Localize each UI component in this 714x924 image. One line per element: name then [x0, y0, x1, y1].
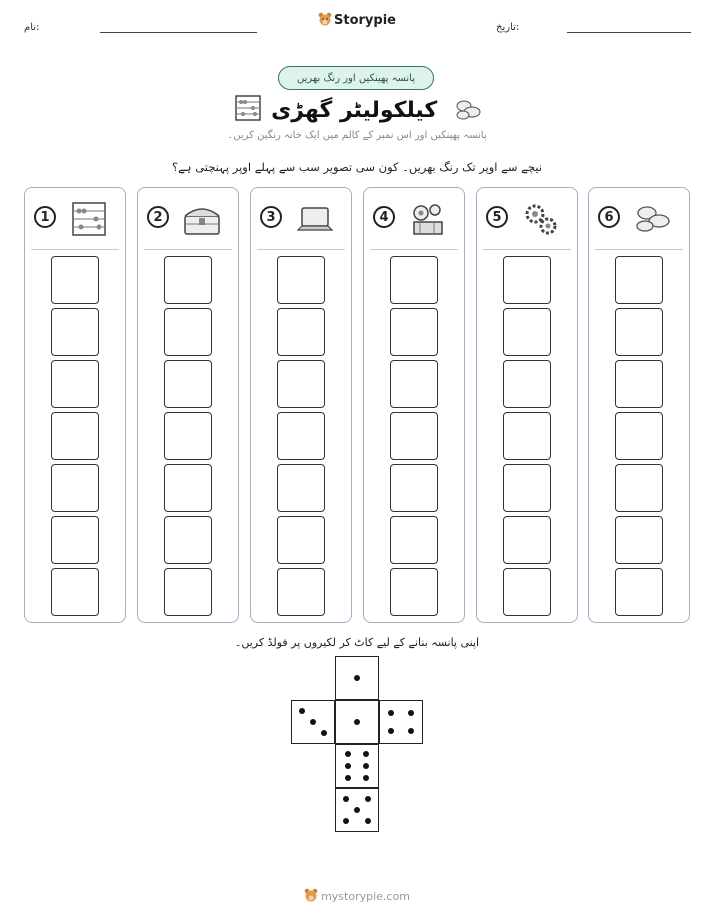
- color-box[interactable]: [390, 516, 438, 564]
- die-pip: [354, 807, 360, 813]
- column-number: 3: [260, 206, 282, 228]
- die-pip: [345, 775, 351, 781]
- page-title: [0, 93, 714, 123]
- color-box[interactable]: [164, 412, 212, 460]
- column-divider: [31, 249, 119, 250]
- die-pip: [388, 710, 394, 716]
- column-number: 5: [486, 206, 508, 228]
- pebbles-icon: [633, 200, 673, 238]
- column-divider: [257, 249, 345, 250]
- die-face-1: [335, 700, 379, 744]
- die-pip: [343, 818, 349, 824]
- color-box[interactable]: [164, 256, 212, 304]
- die-face-3: [291, 700, 335, 744]
- column-divider: [595, 249, 683, 250]
- die-face-4: [379, 700, 423, 744]
- color-box[interactable]: [277, 516, 325, 564]
- column-4: [363, 187, 465, 623]
- color-box[interactable]: [503, 516, 551, 564]
- die-pip: [365, 796, 371, 802]
- date-line[interactable]: [567, 32, 691, 33]
- name-line[interactable]: [100, 32, 257, 33]
- date-label: تاریخ:: [496, 22, 520, 33]
- subtitle: پانسہ پھینکیں اور اس نمبر کے کالم میں ایک خانہ رنگین کریں۔: [227, 130, 487, 141]
- color-box[interactable]: [615, 412, 663, 460]
- color-box[interactable]: [277, 256, 325, 304]
- column-divider: [144, 249, 232, 250]
- column-number: 2: [147, 206, 169, 228]
- die-pip: [363, 751, 369, 757]
- abacus-icon: [69, 200, 109, 238]
- color-box[interactable]: [51, 516, 99, 564]
- color-box[interactable]: [503, 464, 551, 512]
- color-box[interactable]: [51, 412, 99, 460]
- pebbles-icon: [455, 97, 481, 121]
- die-pip: [408, 728, 414, 734]
- color-box[interactable]: [51, 360, 99, 408]
- color-box[interactable]: [615, 360, 663, 408]
- color-box[interactable]: [51, 308, 99, 356]
- die-face-1: [335, 656, 379, 700]
- column-number: 6: [598, 206, 620, 228]
- color-box[interactable]: [390, 308, 438, 356]
- column-number: 4: [373, 206, 395, 228]
- die-pip: [299, 708, 305, 714]
- die-pip: [408, 710, 414, 716]
- column-6: [588, 187, 690, 623]
- die-pip: [345, 763, 351, 769]
- gear-machine-icon: [408, 200, 448, 238]
- logo-text: Storypie: [334, 13, 396, 28]
- die-pip: [345, 751, 351, 757]
- color-box[interactable]: [51, 568, 99, 616]
- die-pip: [321, 730, 327, 736]
- die-pip: [363, 775, 369, 781]
- color-box[interactable]: [390, 256, 438, 304]
- color-box[interactable]: [277, 360, 325, 408]
- color-box[interactable]: [503, 568, 551, 616]
- title-text: کیلکولیٹر گھڑی: [271, 98, 438, 123]
- treasure-chest-icon: [182, 200, 222, 238]
- activity-pill: پانسہ پھینکیں اور رنگ بھریں: [278, 66, 434, 90]
- color-box[interactable]: [503, 412, 551, 460]
- color-box[interactable]: [390, 464, 438, 512]
- color-box[interactable]: [615, 308, 663, 356]
- color-box[interactable]: [164, 568, 212, 616]
- die-pip: [354, 675, 360, 681]
- column-2: [137, 187, 239, 623]
- die-pip: [365, 818, 371, 824]
- instruction: نیچے سے اوپر تک رنگ بھریں۔ کون سی تصویر سب سے پہلے اوپر پہنچتی ہے؟: [171, 160, 543, 174]
- die-pip: [363, 763, 369, 769]
- color-box[interactable]: [277, 412, 325, 460]
- bear-logo-icon: [318, 12, 332, 26]
- footer: [0, 888, 714, 903]
- die-face-6: [335, 744, 379, 788]
- footer-text: mystorypie.com: [321, 890, 410, 903]
- color-box[interactable]: [164, 360, 212, 408]
- color-box[interactable]: [615, 516, 663, 564]
- color-box[interactable]: [615, 256, 663, 304]
- column-5: [476, 187, 578, 623]
- color-box[interactable]: [503, 256, 551, 304]
- laptop-icon: [295, 200, 335, 238]
- color-box[interactable]: [390, 412, 438, 460]
- color-box[interactable]: [277, 308, 325, 356]
- name-label: نام:: [24, 22, 40, 33]
- color-box[interactable]: [390, 568, 438, 616]
- die-pip: [354, 719, 360, 725]
- column-1: [24, 187, 126, 623]
- column-divider: [370, 249, 458, 250]
- column-3: [250, 187, 352, 623]
- bear-footer-icon: [304, 888, 318, 902]
- color-box[interactable]: [51, 256, 99, 304]
- color-box[interactable]: [164, 516, 212, 564]
- color-box[interactable]: [503, 360, 551, 408]
- color-box[interactable]: [615, 464, 663, 512]
- color-box[interactable]: [51, 464, 99, 512]
- color-box[interactable]: [503, 308, 551, 356]
- column-number: 1: [34, 206, 56, 228]
- die-pip: [343, 796, 349, 802]
- color-box[interactable]: [277, 464, 325, 512]
- die-pip: [388, 728, 394, 734]
- color-box[interactable]: [615, 568, 663, 616]
- die-pip: [310, 719, 316, 725]
- color-box[interactable]: [164, 464, 212, 512]
- column-divider: [483, 249, 571, 250]
- color-box[interactable]: [390, 360, 438, 408]
- cut-instruction: اپنی پانسہ بنانے کے لیے کاٹ کر لکیروں پر فولڈ کریں۔: [234, 636, 480, 649]
- color-box[interactable]: [277, 568, 325, 616]
- gears-icon: [521, 200, 561, 238]
- storypie-logo: [0, 12, 714, 28]
- abacus-icon: [233, 93, 263, 123]
- color-box[interactable]: [164, 308, 212, 356]
- die-face-5: [335, 788, 379, 832]
